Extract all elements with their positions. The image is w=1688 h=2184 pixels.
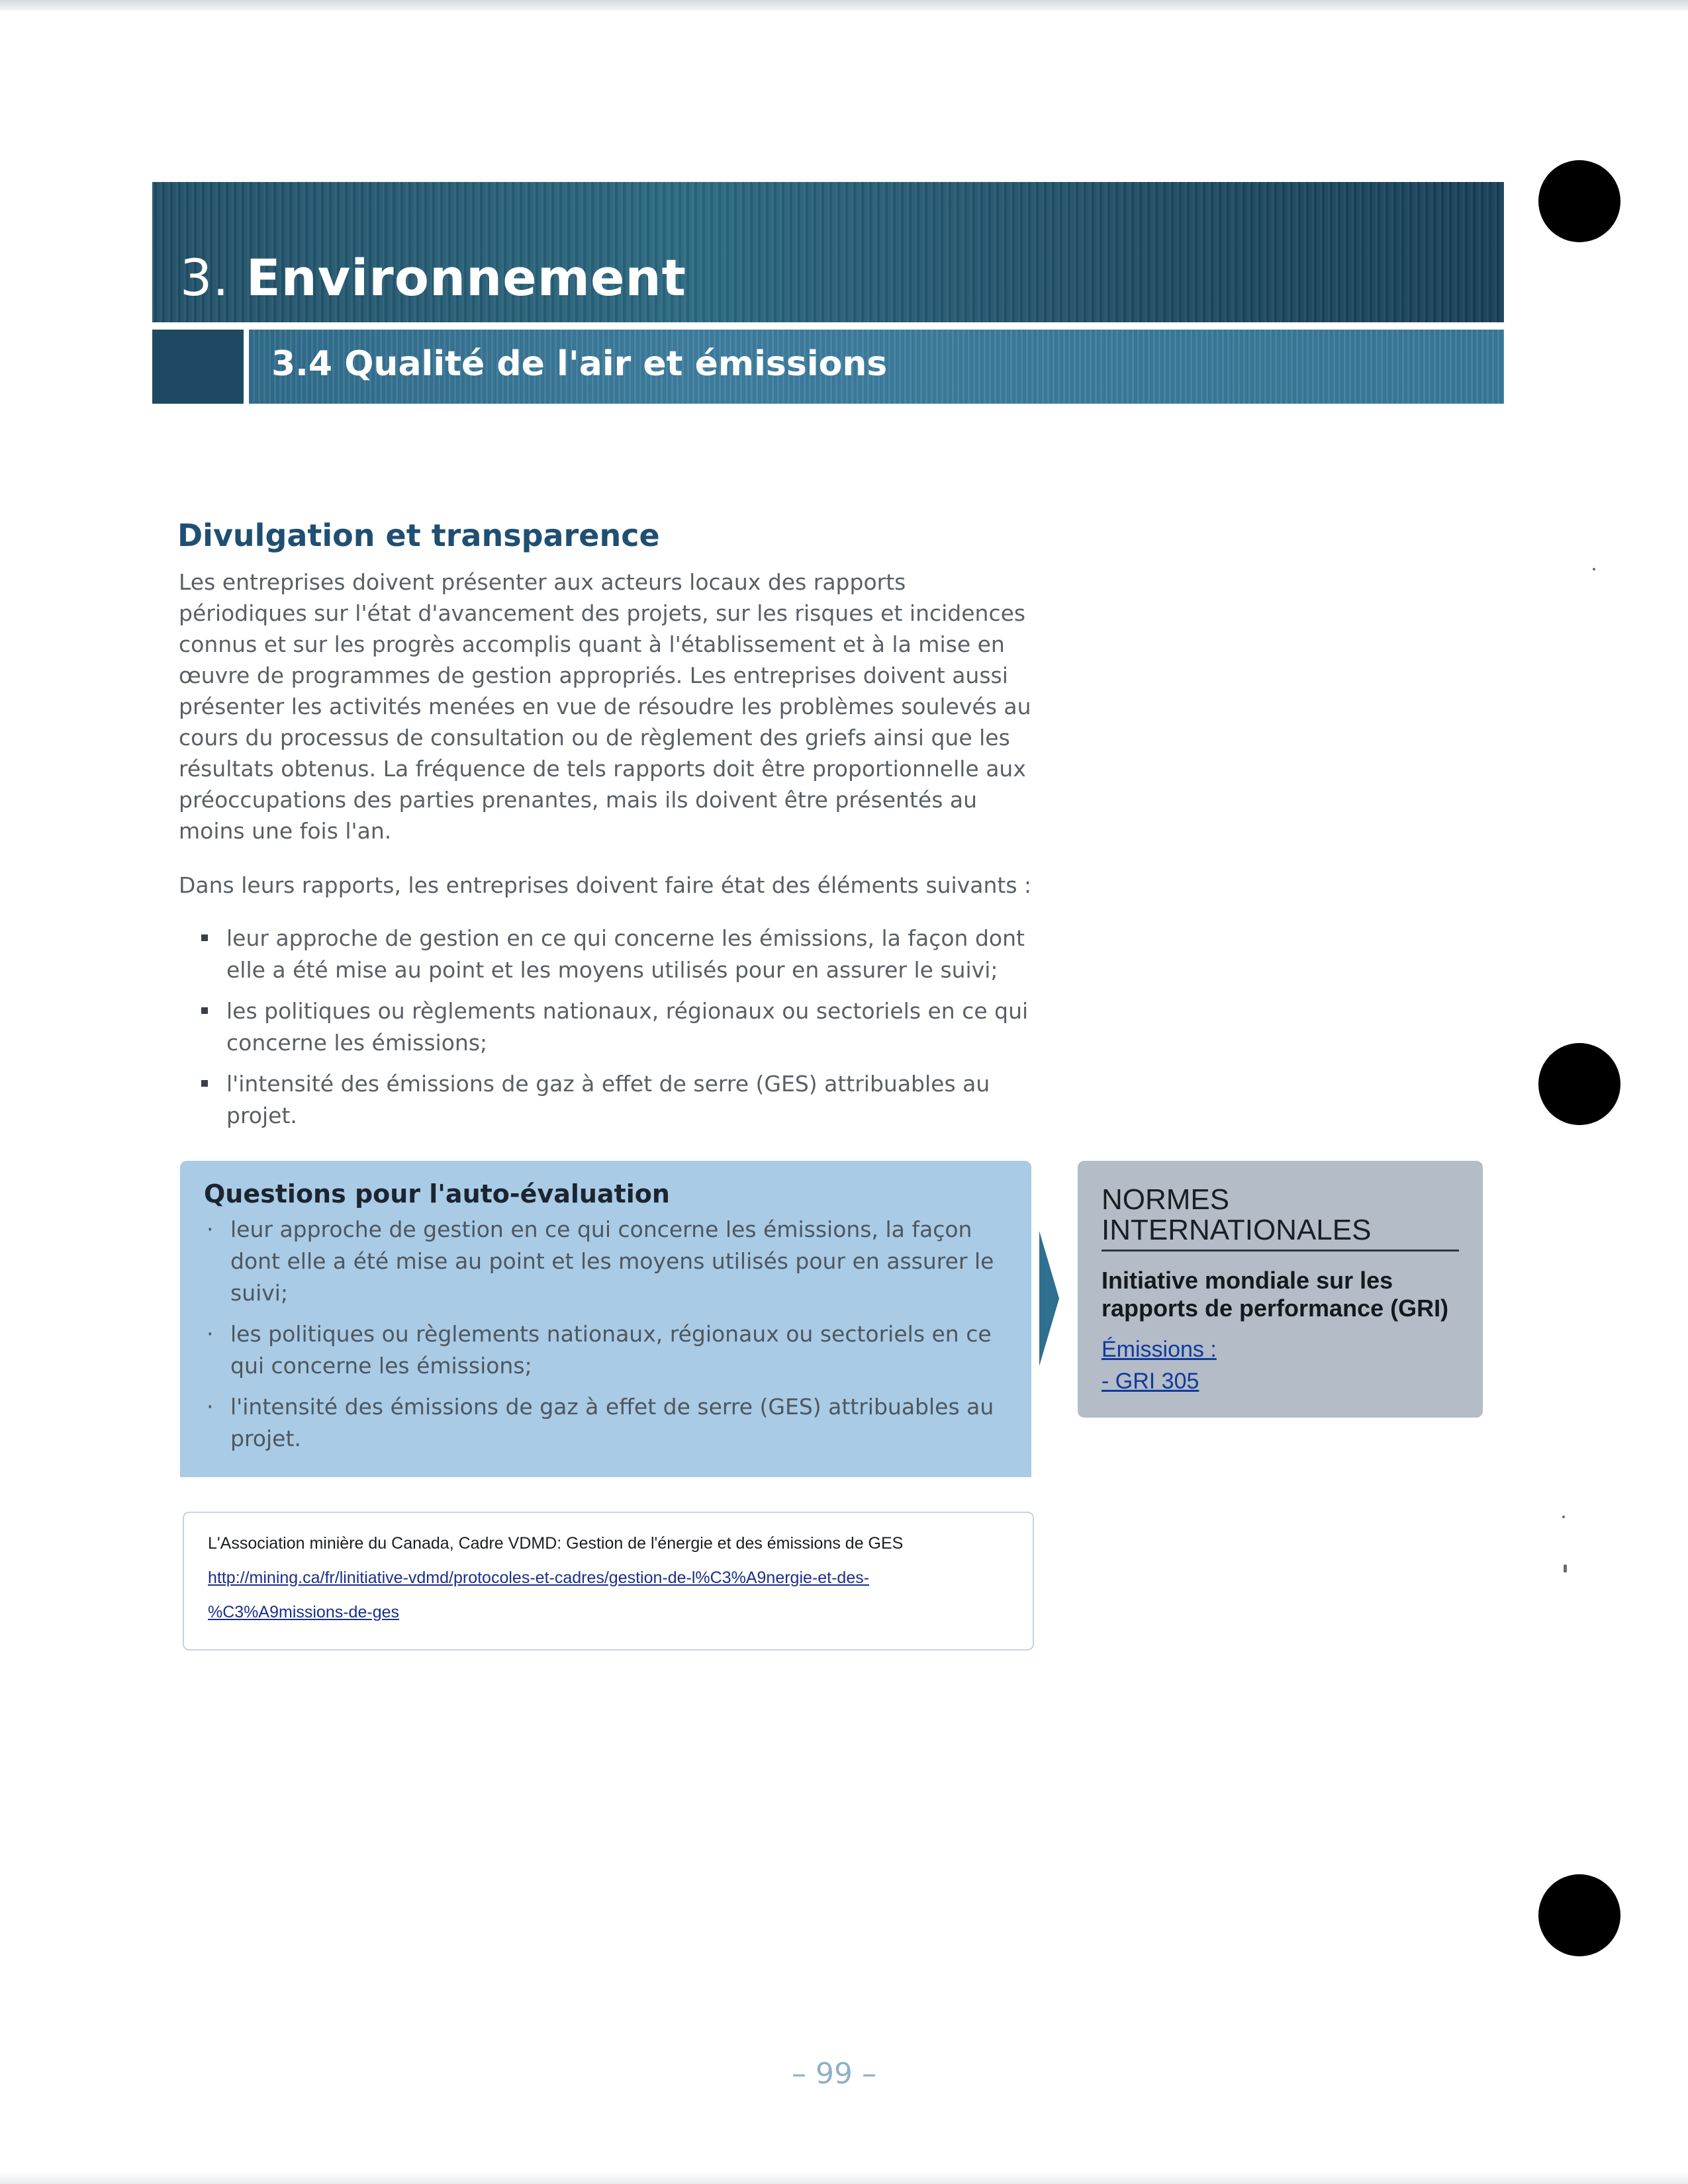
bullet-icon: · — [207, 1394, 214, 1420]
section-banner — [152, 330, 1504, 404]
link-emissions[interactable]: Émissions : — [1102, 1337, 1217, 1362]
self-assessment-title: Questions pour l'auto-évaluation — [204, 1179, 670, 1208]
standards-title: NORMES INTERNATIONALES — [1102, 1185, 1459, 1251]
scan-speck — [1593, 568, 1595, 570]
scan-edge-top — [0, 0, 1688, 11]
list-item — [204, 1214, 1018, 1309]
section-heading: Divulgation et transparence — [177, 518, 660, 553]
chapter-title — [180, 248, 686, 307]
list-item-text: l'intensité des émissions de gaz à effet de serre (GES) attribuables au projet. — [230, 1394, 994, 1451]
chapter-name: Environnement — [246, 248, 686, 307]
list-item — [199, 923, 1033, 986]
reference-text: L'Association minière du Canada, Cadre VDMD: Gestion de l'énergie et des émissions de GES — [208, 1534, 904, 1553]
list-item-text: leur approche de gestion en ce qui concerne les émissions, la façon dont elle a été mise au point et les moyens utilisés pour en assurer le suivi; — [230, 1216, 994, 1306]
self-assessment-list — [204, 1214, 1018, 1464]
list-item — [204, 1318, 1018, 1382]
list-item-text: l'intensité des émissions de gaz à effet de serre (GES) attribuables au projet. — [226, 1071, 990, 1128]
paragraph-disclosure: Les entreprises doivent présenter aux acteurs locaux des rapports périodiques sur l'état d'avancement des projets, sur les risques et incidences connus et sur les progrès accomplis quant à l'établissement et à la mise en œuvre de programmes de gestion appropriés. Les entreprises doivent aussi présenter les activités menées en vue de résoudre les problèmes soulevés au cours du processus de consultation ou de règlement des griefs ainsi que les résultats obtenus. La fréquence de tels rapports doit être proportionnelle aux préoccupations des parties prenantes, mais ils doivent être présentés au moins une fois l'an. — [179, 569, 1031, 844]
scan-edge-bottom — [0, 2172, 1688, 2184]
bullet-icon — [201, 1007, 208, 1014]
section-banner-divider — [244, 330, 249, 404]
list-item — [204, 1391, 1018, 1455]
punch-hole-bottom — [1538, 1874, 1620, 1956]
list-item — [199, 1068, 1033, 1132]
scan-speck — [1564, 1565, 1567, 1572]
list-item — [199, 995, 1033, 1059]
bullet-icon — [201, 934, 208, 941]
standards-subtitle: Initiative mondiale sur les rapports de performance (GRI) — [1102, 1267, 1449, 1322]
section-banner-tab — [152, 330, 244, 404]
bullet-icon — [201, 1080, 208, 1087]
bullet-icon: · — [207, 1321, 214, 1347]
punch-hole-top — [1538, 160, 1620, 242]
punch-hole-middle — [1538, 1043, 1620, 1125]
paragraph-report-elements: Dans leurs rapports, les entreprises doivent faire état des éléments suivants : — [179, 872, 1032, 898]
report-elements-list — [199, 923, 1033, 1141]
page-number: – 99 – — [792, 2057, 876, 2091]
link-gri-305[interactable]: - GRI 305 — [1102, 1369, 1199, 1394]
list-item-text: leur approche de gestion en ce qui concerne les émissions, la façon dont elle a été mise au point et les moyens utilisés pour en assurer le suivi; — [226, 925, 1025, 983]
self-assessment-box — [180, 1161, 1031, 1477]
reference-link[interactable]: http://mining.ca/fr/linitiative-vdmd/protocoles-et-cadres/gestion-de-l%C3%A9nergie-et-des- — [208, 1569, 870, 1587]
scan-speck — [1562, 1516, 1565, 1518]
list-item-text: les politiques ou règlements nationaux, régionaux ou sectoriels en ce qui concerne les émissions; — [226, 998, 1029, 1056]
chapter-number: 3. — [180, 248, 230, 307]
reference-box — [183, 1512, 1034, 1651]
reference-link-continued[interactable]: %C3%A9missions-de-ges — [208, 1603, 400, 1621]
bullet-icon: · — [207, 1216, 214, 1242]
list-item-text: les politiques ou règlements nationaux, régionaux ou sectoriels en ce qui concerne les émissions; — [230, 1321, 992, 1379]
arrow-right-icon — [1039, 1231, 1059, 1366]
section-title: 3.4 Qualité de l'air et émissions — [271, 344, 888, 384]
chapter-banner — [152, 182, 1504, 322]
